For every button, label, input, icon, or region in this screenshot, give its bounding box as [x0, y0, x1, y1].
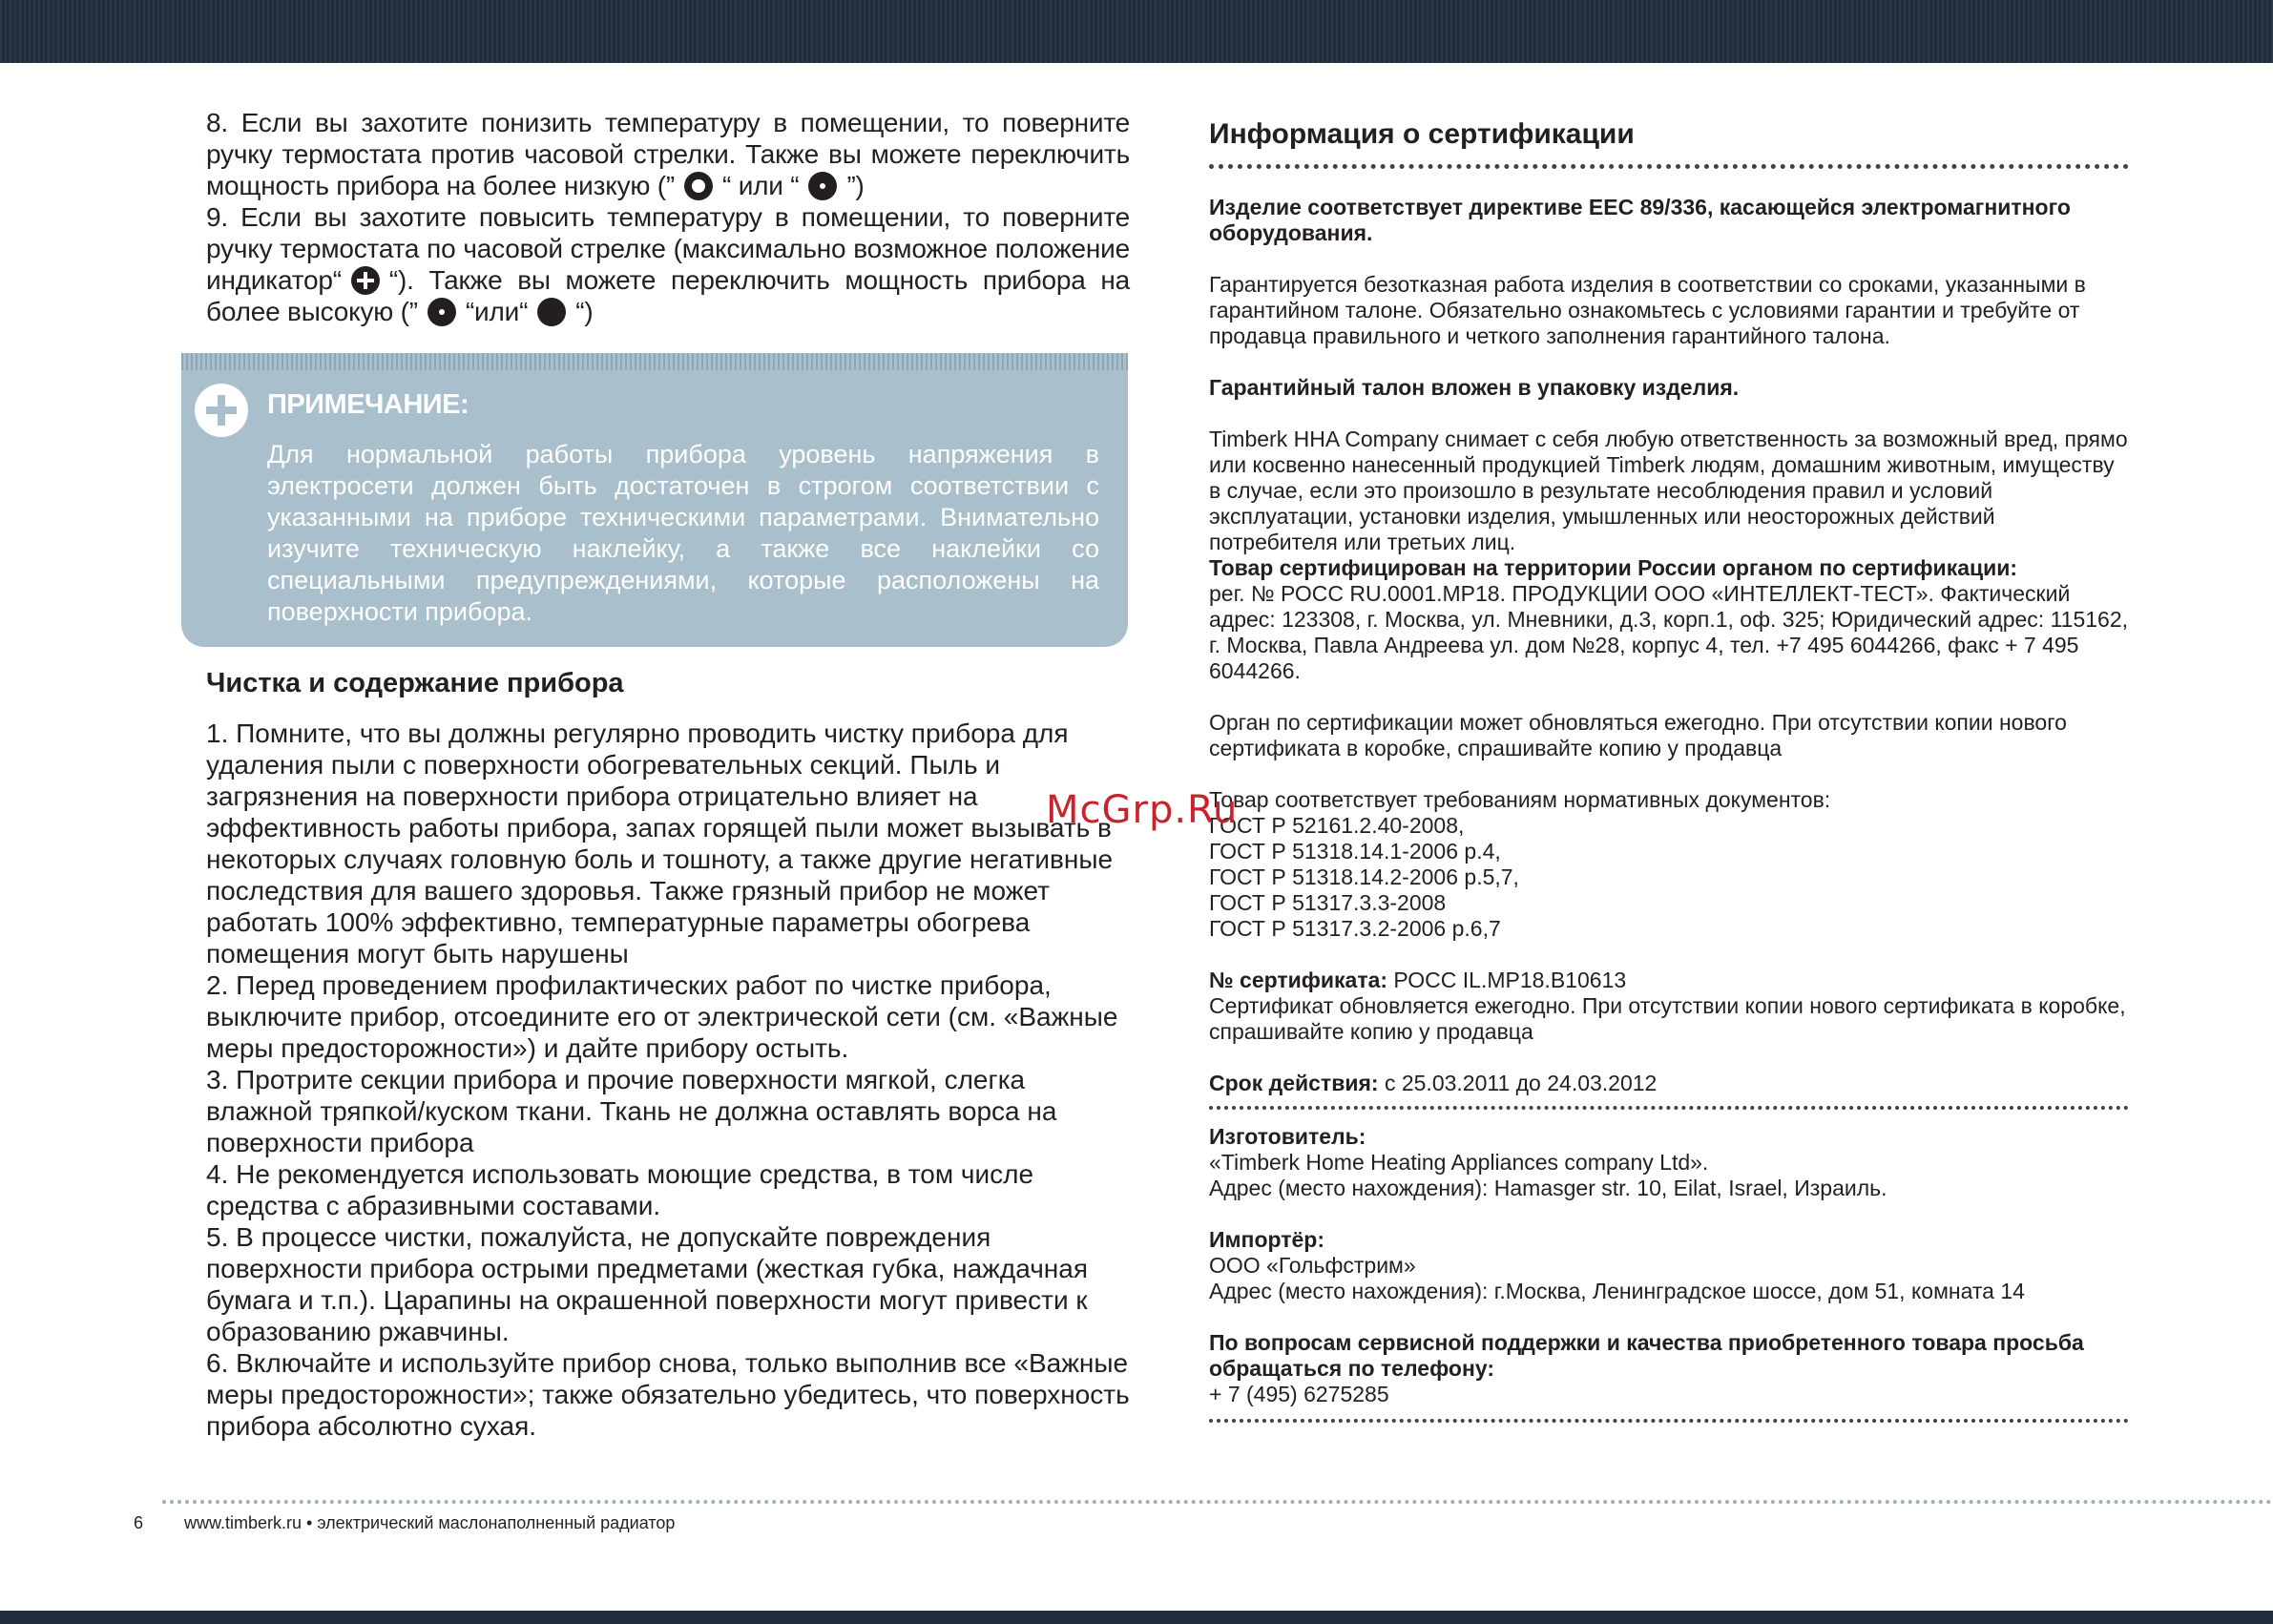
cleaning-item: 4. Не рекомендуется использовать моющие средства, в том числе средства с абразивными составами.: [206, 1159, 1034, 1220]
cleaning-item: 5. В процессе чистки, пожалуйста, не допускайте повреждения поверхности прибора острыми предметами (жесткая губка, наждачная бумага и т.п.). Царапины на окрашенной поверхности могут привести к образованию ржавчины.: [206, 1222, 1088, 1346]
left-column: [206, 107, 1130, 327]
item-9-text-a: 9. Если вы захотите повысить температуру в помещении, то поверните ручку термостата по часовой стрелке (максимально возможное положение индикатор“: [206, 202, 1130, 295]
liability-text: Timberk HHA Company снимает с себя любую ответственность за возможный вред, прямо или косвенно нанесенный продукцией Timberk людям, домашним животным, имуществу в случае, если это произошло в результате несоблюдения правил и условий эксплуатации, установки изделия, умышленных или неосторожных действий потребителя или третьих лиц.: [1209, 427, 2128, 554]
right-column: [1209, 118, 2129, 1427]
power-low-ring-icon: [684, 172, 713, 200]
cleaning-list: [206, 718, 1130, 1442]
manufacturer-name: «Timberk Home Heating Appliances company Ltd».: [1209, 1150, 1709, 1175]
norm-item: ГОСТ Р 52161.2.40-2008,: [1209, 813, 1465, 838]
validity-value: с 25.03.2011 до 24.03.2012: [1378, 1071, 1658, 1095]
top-header-bar: [0, 0, 2273, 63]
validity-label: Срок действия:: [1209, 1071, 1379, 1095]
item-8-text-b: “ или “: [722, 171, 800, 200]
annual-text: Орган по сертификации может обновляться ежегодно. При отсутствии копии нового сертификата в коробке, спрашивайте копию у продавца: [1209, 710, 2067, 760]
guarantee-text: Гарантируется безотказная работа изделия в соответствии со сроками, указанными в гарантийном талоне. Обязательно ознакомьтесь с условиями гарантии и требуйте от продавца правильного и четкого заполнения гарантийного талона.: [1209, 272, 2086, 348]
note-title: ПРИМЕЧАНИЕ:: [267, 389, 469, 420]
importer-address: Адрес (место нахождения): г.Москва, Ленинградское шоссе, дом 51, комната 14: [1209, 1279, 2025, 1303]
note-text: Для нормальной работы прибора уровень напряжения в электросети должен быть достаточен в строгом соответствии с указанными на приборе техническими параметрами. Внимательно изучите техническую наклейку, а также все наклейки со специальными предупреждениями, которые расположены на поверхности прибора.: [267, 440, 1099, 626]
item-9: [206, 201, 1130, 327]
certified-label: Товар сертифицирован на территории России органом по сертификации:: [1209, 555, 2018, 580]
note-plus-icon: [195, 384, 248, 437]
importer-name: ООО «Гольфстрим»: [1209, 1253, 1416, 1278]
max-plus-icon: [351, 266, 380, 295]
item-8-text-a: 8. Если вы захотите понизить температуру в помещении, то поверните ручку термостата против часовой стрелки. Также вы можете переключить мощность прибора на более низкую (”: [206, 108, 1130, 200]
cleaning-item: 3. Протрите секции прибора и прочие поверхности мягкой, слегка влажной тряпкой/куском ткани. Ткань не должна оставлять ворса на поверхности прибора: [206, 1065, 1057, 1157]
power-full-icon: [537, 298, 566, 326]
directive-text: Изделие соответствует директиве EEC 89/336, касающейся электромагнитного оборудования.: [1209, 195, 2071, 245]
item-9-text-d: “): [575, 297, 594, 326]
note-hatch-divider: [181, 353, 1128, 370]
manufacturer-address: Адрес (место нахождения): Hamasger str. 10, Eilat, Israel, Израиль.: [1209, 1176, 1887, 1200]
dotted-divider: [1209, 1106, 2129, 1114]
cleaning-item: 1. Помните, что вы должны регулярно проводить чистку прибора для удаления пыли с поверхности обогревательных секций. Пыль и загрязнения на поверхности прибора отрицательно влияет на эффективность работы прибора, запах горящей пыли может вызывать в некоторых случаях головную боль и тошноту, а также другие негативные последствия для вашего здоровья. Также грязный прибор не может работать 100% эффективно, температурные параметры обогрева помещения могут быть нарушены: [206, 718, 1114, 968]
dotted-divider: [1209, 164, 2129, 174]
item-8-text-c: ”): [846, 171, 865, 200]
manufacturer-label: Изготовитель:: [1209, 1124, 1366, 1149]
cert-renew-text: Сертификат обновляется ежегодно. При отсутствии копии нового сертификата в коробке, спрашивайте копию у продавца: [1209, 993, 2126, 1044]
item-9-text-b: “). Также вы можете переключить мощность прибора на более высокую (”: [206, 265, 1130, 326]
item-8: [206, 107, 1130, 201]
item-9-text-c: “или“: [465, 297, 529, 326]
cert-number-value: РОСС IL.МР18.В10613: [1387, 968, 1627, 992]
coupon-text: Гарантийный талон вложен в упаковку изделия.: [1209, 375, 1740, 400]
norm-item: ГОСТ Р 51318.14.1-2006 р.4,: [1209, 839, 1501, 864]
validity: [1209, 1071, 2129, 1096]
cleaning-item: 6. Включайте и используйте прибор снова, только выполнив все «Важные меры предосторожности»; также обязательно убедитесь, что поверхность прибора абсолютно сухая.: [206, 1348, 1130, 1441]
dotted-divider: [1209, 1419, 2129, 1427]
footer-text: www.timberk.ru • электрический маслонаполненный радиатор: [184, 1513, 676, 1532]
cleaning-heading: Чистка и содержание прибора: [206, 668, 624, 698]
importer-label: Импортёр:: [1209, 1227, 1324, 1252]
cert-number-label: № сертификата:: [1209, 968, 1388, 992]
norm-item: ГОСТ Р 51317.3.3-2008: [1209, 890, 1447, 915]
support-label: По вопросам сервисной поддержки и качества приобретенного товара просьба обращаться по телефону:: [1209, 1330, 2084, 1381]
footer-divider: [162, 1500, 2273, 1504]
support-phone: + 7 (495) 6275285: [1209, 1382, 1389, 1406]
cleaning-item: 2. Перед проведением профилактических работ по чистке прибора, выключите прибор, отсоедините его от электрической сети (см. «Важные меры предосторожности») и дайте прибору остыть.: [206, 970, 1118, 1063]
power-low-dot-icon: [808, 172, 837, 200]
norm-item: ГОСТ Р 51317.3.2-2006 р.6,7: [1209, 916, 1501, 941]
norms-title: Товар соответствует требованиям нормативных документов:: [1209, 787, 1831, 812]
cert-number: [1209, 968, 2129, 993]
power-high-dot-icon: [427, 298, 456, 326]
certified-text: рег. № РОСС RU.0001.МР18. ПРОДУКЦИИ ООО «ИНТЕЛЛЕКТ-ТЕСТ». Фактический адрес: 123308, г. Москва, ул. Мневники, д.3, корп.1, оф. 325; Юридический адрес: 115162, г. Москва, Павла Андреева ул. дом №28, корпус 4, тел. +7 495 6044266, факс + 7 495 6044266.: [1209, 581, 2129, 683]
bottom-bar: [0, 1611, 2273, 1624]
watermark: McGrp.Ru: [1046, 788, 1239, 832]
norm-item: ГОСТ Р 51318.14.2-2006 р.5,7,: [1209, 864, 1519, 889]
certification-heading: Информация о сертификации: [1209, 118, 1635, 150]
note-box: [181, 353, 1128, 647]
page-number: 6: [134, 1513, 144, 1532]
